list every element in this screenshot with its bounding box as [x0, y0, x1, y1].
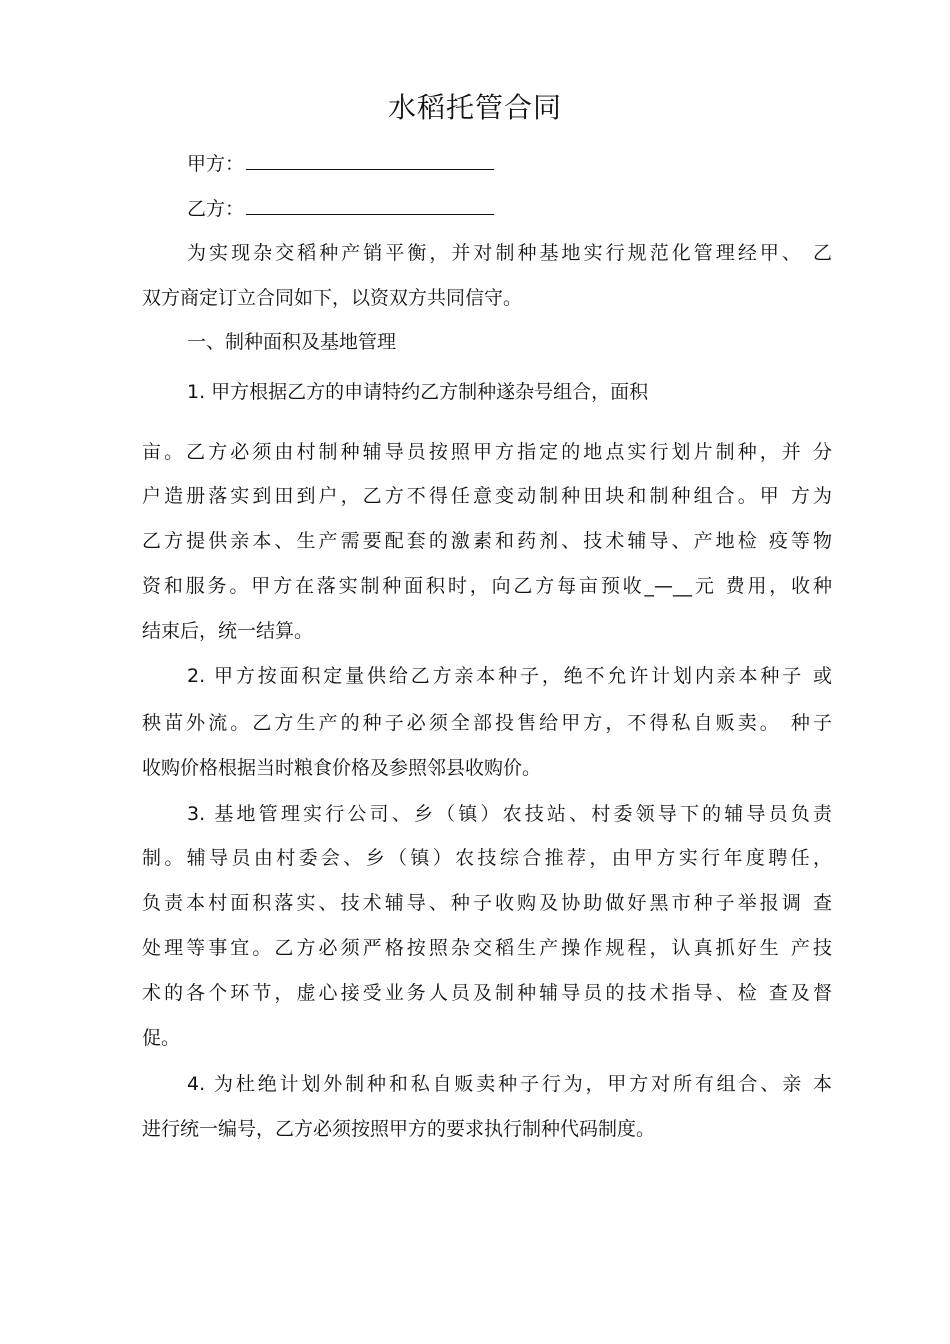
party-b-label: 乙方： [187, 198, 245, 220]
text-line: 1. 甲方根据乙方的申请特约乙方制种遂杂号组合，面积 [187, 381, 649, 403]
party-b-field [187, 194, 832, 224]
text-line: 负责本村面积落实、技术辅导、种子收购及协助做好黑市种子举报调 查 [142, 892, 832, 914]
party-a-blank[interactable] [246, 149, 494, 170]
text-line: 3. 基地管理实行公司、乡（镇）农技站、村委领导下的辅导员负责 [187, 803, 832, 825]
document-title: 水稻托管合同 [387, 91, 562, 124]
text-line: 户造册落实到田到户，乙方不得任意变动制种田块和制种组合。甲 方为 [142, 485, 832, 507]
text-line: 2. 甲方按面积定量供给乙方亲本种子，绝不允许计划内亲本种子 或 [187, 665, 832, 687]
text-line: 术的各个环节，虚心接受业务人员及制种辅导员的技术指导、检 查及督 [142, 982, 832, 1004]
party-a-label: 甲方： [187, 153, 245, 175]
party-b-blank[interactable] [246, 194, 494, 215]
text-line: 秧苗外流。乙方生产的种子必须全部投售给甲方，不得私自贩卖。 种子 [142, 712, 832, 734]
section-heading: 一、制种面积及基地管理 [187, 331, 397, 353]
text-line: 促。 [142, 1027, 181, 1049]
text-line: 为实现杂交稻种产销平衡，并对制种基地实行规范化管理经甲、 乙 [187, 242, 832, 264]
text-line: 亩。乙方必须由村制种辅导员按照甲方指定的地点实行划片制种，并 分 [142, 441, 832, 463]
text-line: 处理等事宜。乙方必须严格按照杂交稻生产操作规程，认真抓好生 产技 [142, 937, 832, 959]
party-a-field [187, 149, 832, 179]
text-line: 资和服务。甲方在落实制种面积时，向乙方每亩预收_—__元 费用，收种 [142, 575, 832, 597]
text-line: 结束后，统一结算。 [142, 620, 314, 642]
text-line: 收购价格根据当时粮食价格及参照邻县收购价。 [142, 757, 542, 779]
text-line: 乙方提供亲本、生产需要配套的激素和药剂、技术辅导、产地检 疫等物 [142, 530, 832, 552]
text-line: 4. 为杜绝计划外制种和私自贩卖种子行为，甲方对所有组合、亲 本 [187, 1073, 832, 1095]
text-line: 制。辅导员由村委会、乡（镇）农技综合推荐，由甲方实行年度聘任， [142, 847, 832, 869]
text-line: 双方商定订立合同如下，以资双方共同信守。 [142, 287, 523, 309]
text-line: 进行统一编号，乙方必须按照甲方的要求执行制种代码制度。 [142, 1118, 656, 1140]
